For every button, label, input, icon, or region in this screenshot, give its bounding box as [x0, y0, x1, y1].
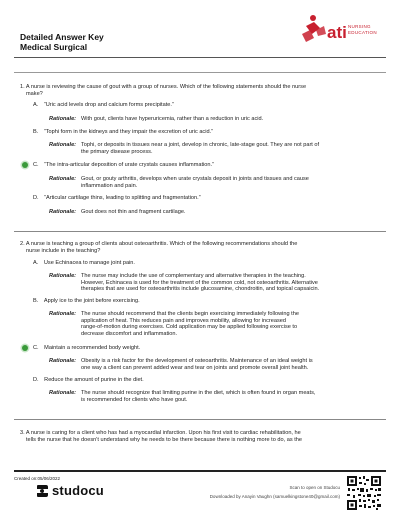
- rationale-line: Gout does not thin and fragment cartilage.: [81, 209, 186, 215]
- page-header: [0, 0, 400, 58]
- option-text: “Uric acid levels drop and calcium forms precipitate.”: [43, 102, 174, 108]
- created-date: Created on:05/06/2022: [14, 476, 61, 481]
- question-3: [20, 430, 380, 443]
- question-2-option-d[interactable]: [33, 377, 373, 384]
- option-text: Maintain a recommended body weight.: [44, 345, 141, 351]
- option-text: Use Echinacea to manage joint pain.: [43, 260, 135, 266]
- rationale-line: Tophi, or deposits in tissues near a joint, develop in chronic, late-stage gout. They are not part of: [81, 142, 320, 148]
- option-letter: D.: [33, 377, 39, 383]
- rationale-line: application of heat. This reduces pain and improves mobility, allowing for increased: [81, 317, 287, 324]
- header-divider: [14, 57, 386, 58]
- question-2-text: 2. A nurse is teaching a group of clients about osteoarthritis. Which of the following recommendations should the: [20, 241, 298, 247]
- option-letter: B.: [33, 129, 39, 135]
- question-2-option-b[interactable]: [33, 298, 373, 305]
- option-text: “Articular cartilage thins, leading to splitting and fragmentation.”: [44, 195, 201, 201]
- rationale-label: Rationale:: [49, 116, 77, 122]
- option-text: “The intra-articular deposition of urate crystals causes inflammation.”: [44, 162, 214, 168]
- correct-answer-indicator-icon: [22, 162, 28, 168]
- logo-tagline-2: EDUCATION: [348, 30, 377, 35]
- option-text: Reduce the amount of purine in the diet.: [44, 377, 144, 383]
- question-2: [20, 241, 380, 254]
- option-letter: A.: [33, 260, 39, 266]
- question-1-option-a[interactable]: [33, 102, 373, 109]
- rationale-label: Rationale:: [49, 142, 77, 148]
- rationale-line: one way a client can prevent added wear and tear on joints and promote overall joint health.: [81, 364, 309, 371]
- rationale-label: Rationale:: [49, 390, 77, 396]
- studocu-brand[interactable]: studocu: [52, 483, 104, 498]
- rationale-line: The nurse should recommend that the clients begin exercising immediately following the: [81, 311, 299, 317]
- rationale-line: is recommended for clients who have gout.: [81, 396, 188, 403]
- question-1-text: 1. A nurse is reviewing the cause of gout with a group of nurses. Which of the following statements should the nurse: [20, 84, 307, 90]
- section-divider: [14, 72, 386, 73]
- question-divider: [14, 231, 386, 232]
- rationale-line: inflammation and pain.: [81, 182, 138, 189]
- rationale-line: Obesity is a risk factor for the development of osteoarthritis. Maintenance of an ideal weight is: [81, 358, 313, 364]
- question-divider: [14, 419, 386, 420]
- rationale-line: the primary disease process.: [81, 148, 153, 155]
- footer-divider: [14, 470, 386, 472]
- option-text: Apply ice to the joint before exercising.: [43, 298, 140, 304]
- qr-code-icon[interactable]: [346, 475, 382, 511]
- option-letter: D.: [33, 195, 39, 201]
- option-letter: C.: [33, 162, 39, 168]
- logo-brand: ati: [327, 23, 347, 42]
- question-1-option-b[interactable]: [33, 129, 373, 136]
- correct-answer-indicator-icon: [22, 345, 28, 351]
- rationale-line: The nurse should recognize that limiting purine in the diet, which is often found in organ meats,: [81, 390, 316, 396]
- question-1-option-c[interactable]: [33, 162, 373, 169]
- question-2-option-a[interactable]: [33, 260, 373, 267]
- rationale-label: Rationale:: [49, 311, 77, 317]
- option-text: “Tophi form in the kidneys and they impair the excretion of uric acid.”: [43, 129, 213, 135]
- question-1-text-cont: make?: [26, 90, 43, 97]
- rationale-line: decrease discomfort and inflammation.: [81, 330, 178, 337]
- question-1-option-d[interactable]: [33, 195, 373, 202]
- rationale-line: However, Echinacea is used for the treatment of the common cold, not osteoarthritis. Alternative: [81, 279, 318, 286]
- option-letter: A.: [33, 102, 39, 108]
- logo-tagline-1: NURSING: [348, 24, 371, 29]
- document-subtitle: Medical Surgical: [20, 42, 88, 52]
- scan-instruction: Scan to open on Studocu: [289, 485, 340, 490]
- option-letter: B.: [33, 298, 39, 304]
- rationale-label: Rationale:: [49, 209, 77, 215]
- rationale-label: Rationale:: [49, 176, 77, 182]
- question-2-text-cont: nurse include in the teaching?: [26, 247, 101, 254]
- rationale-line: With gout, clients have hyperuricemia, rather than a reduction in uric acid.: [81, 116, 264, 122]
- option-letter: C.: [33, 345, 39, 351]
- question-3-text: 3. A nurse is caring for a client who has had a myocardial infarction. Upon his first visit to cardiac rehabilitation, he: [20, 430, 301, 436]
- rationale-label: Rationale:: [49, 273, 77, 279]
- rationale-line: therapies that are used for osteoarthritis include glucosamine, chondroitin, and topical capsaicin.: [81, 286, 320, 293]
- rationale-line: range-of-motion during exercises. Cold application may be applied following exercise to: [81, 324, 298, 331]
- question-3-text-cont: tells the nurse that he doesn't understand why he needs to be there because there is nothing more to do, as the: [26, 436, 302, 443]
- rationale-label: Rationale:: [49, 358, 77, 364]
- studocu-logo-icon: [36, 484, 49, 498]
- downloaded-by: Downloaded by Anayin Vaughn (samuelkingstone40@gmail.com): [209, 494, 340, 499]
- document-title: Detailed Answer Key: [20, 32, 104, 42]
- question-1: [20, 84, 380, 97]
- rationale-line: Gout, or gouty arthritis, develops when urate crystals deposit in joints and tissues and cause: [81, 176, 309, 182]
- rationale-line: The nurse may include the use of complementary and alternative therapies in the teaching.: [81, 273, 306, 279]
- question-2-option-c[interactable]: [33, 345, 373, 352]
